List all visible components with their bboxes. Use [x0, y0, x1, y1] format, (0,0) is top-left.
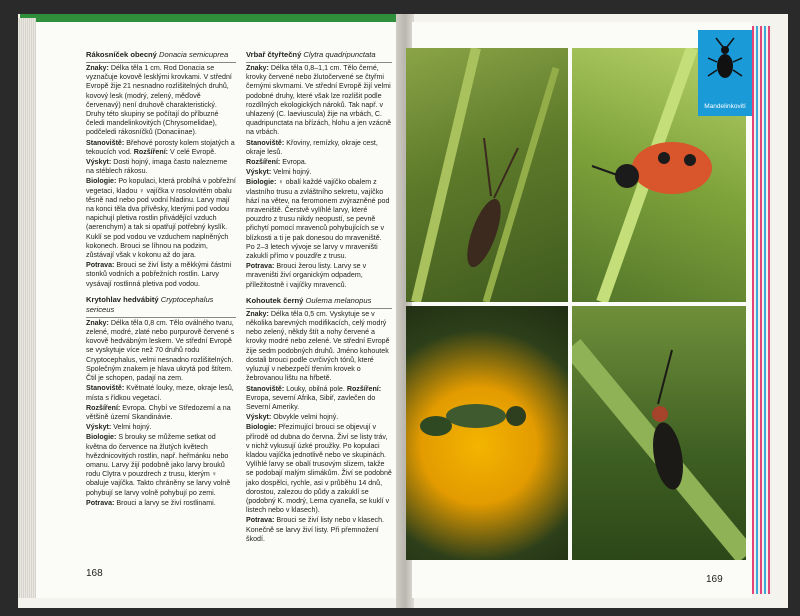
entry-title [86, 295, 236, 318]
entry-title [246, 50, 392, 63]
paragraph-text: Přezimující brouci se objevují v přírodě od dubna do června. Živí se listy tráv, v nichž vykusují úzké proužky. Po kopulaci kladou vajíčka jednotlivě nebo ve skupinách. Vylíhlé larvy se obalí trusovým slizem, takže se podobají malým slimákům. Živí se podobně jako dospělci, rychle, asi v průběhu 14 dnů, dorostou, zalezou do půdy a zakuklí se (podobný K. modrý, Lema cyanella, se kuklí v listech nebo v klasech). [246, 423, 392, 515]
paragraph-label: Výskyt: [246, 413, 272, 422]
paragraph-label: Biologie: [86, 177, 117, 186]
color-index-tabs [752, 26, 772, 594]
photo-green-beetles-flower [406, 306, 568, 560]
paragraph-label: Stanoviště: [86, 384, 125, 393]
paragraph-text: Obvykle velmi hojný. [271, 413, 339, 422]
paragraph [246, 516, 392, 544]
paragraph [246, 310, 392, 384]
species-name: Vrbař čtyřtečný [246, 50, 302, 59]
paragraph [86, 177, 236, 260]
paragraph [86, 499, 236, 508]
paragraph-text: V celé Evropě. [168, 147, 217, 156]
paragraph-text: Délka těla 0,5 cm. Vyskytuje se v několika barevných modifikacích, celý modrý nebo zelený, někdy štít a nohy červené a krovky modré nebo zelené. Ve střední Evropě žije sedm podobných druhů. Jméno kohoutek dostali brouci podle cvrčivých tónů, které vyluzují v nebezpečí třením krovek o žebrovanou lištu na hřbetě. [246, 309, 390, 383]
paragraph-label: Výskyt: [246, 168, 272, 177]
paragraph-text: Evropa. [280, 158, 307, 167]
paragraph-label: Potrava: [246, 516, 275, 525]
paragraph-text: Křoviny, remízky, okraje cest, okraje lesů. [246, 138, 378, 156]
paragraph-text: Evropa, severní Afrika, Sibiř, zavlečen do Severní Ameriky. [246, 393, 376, 411]
beetle-icon [698, 30, 752, 90]
beetle-illustration [406, 48, 568, 302]
latin-name: Clytra quadripunctata [303, 50, 376, 59]
chapter-tab [698, 30, 752, 116]
paragraph-label: Rozšíření: [86, 403, 121, 412]
paragraph-text: ♀ obalí každé vajíčko obalem z vlastního trusu a zvláštního sekretu, vajíčko hází na větev, na feromonem zvýrazněné pod mraveniště. Čerstvě vylíhlé larvy, které pouzdro z trusu nikdy neopustí, se pevně přichytí pomocí mravenců pohybujících se v blízkosti a ti je pak donesou do mraveniště. Po 2–3 letech vývoje se larvy v mraveništi zakuklí přímo v pouzdře z trusu. [246, 178, 390, 261]
paragraph-label: Znaky: [86, 64, 109, 72]
paragraph-text: Břehové porosty kolem stojatých a tekoucích vod. [86, 138, 235, 156]
paragraph [86, 433, 236, 497]
paragraph [86, 261, 236, 289]
species-name: Krytohlav hedvábitý [86, 294, 159, 304]
paragraph [86, 384, 236, 402]
paragraph-label: Stanoviště: [246, 138, 285, 147]
paragraph-label: Rozšíření: [133, 147, 169, 156]
paragraph-text: Délka těla 1 cm. Rod Donacia se vyznačuje kovově lesklými krovkami. V střední Evropě žije 21 nesnadno rozlišitelných druhů, kovový lesk (modrý, zelený, měďově červenavý) není druhově charakteristický. Druhy této skupiny se počítají do příbuzné čeledi mandelinkovitých (Chrysomelidae), podčeledi rákosníčků (Donaciinae). [86, 64, 232, 137]
species-name: Kohoutek černý [246, 295, 304, 305]
paragraph-label: Stanoviště: [246, 384, 285, 393]
latin-name: Donacia semicuprea [159, 50, 229, 59]
paragraph [86, 139, 236, 157]
paragraph-label: Biologie: [246, 178, 277, 187]
paragraph [246, 178, 392, 261]
column-right [246, 50, 392, 545]
paragraph-text: Velmi hojný. [111, 423, 152, 432]
paragraph [246, 64, 392, 138]
paragraph [246, 139, 392, 157]
paragraph-text: Délka těla 0,8 cm. Tělo oválného tvaru, zelené, modré, zlaté nebo purpurově červené s kovově hedvábným leskem. Ve střední Evropě se vyskytuje více než 70 druhů rodu Cryptocephalus, velmi nesnadno rozlišitelných. Společným znakem je hlava ukrytá pod štítem. Čtil je schopen, padají na zem. [86, 318, 235, 383]
entry-oulema [246, 296, 392, 544]
entry-donacia [86, 50, 236, 289]
paragraph-label: Výskyt: [86, 423, 112, 432]
paragraph-text: Dosti hojný, imaga často nalezneme na stéblech rákosu. [86, 158, 228, 176]
paragraph-text: Louky, obilná pole. [284, 384, 345, 393]
paragraph-label: Znaky: [246, 309, 269, 318]
column-left [86, 50, 236, 509]
latin-name: Cryptocephalus sericeus [86, 294, 214, 314]
paragraph-text: S brouky se můžeme setkat od května do července na žlutých květech hvězdnicovitých rostlin, např. heřmánku nebo omanu. Larvy žijí podobně jako larvy brouků rodu Clytra v pouzdrech z trusu, kterým ♀ obaluje vajíčka. Takto chráněny se larvy volně pohybují se larvy volně pohybují po zemi. [86, 433, 231, 497]
paragraph-label: Znaky: [86, 318, 109, 327]
paragraph-label: Potrava: [86, 261, 115, 270]
paragraph [246, 168, 392, 177]
paragraph-text: Evropa. Chybí ve Středozemí a na většině území Skandinávie. [86, 403, 231, 421]
photo-black-red-beetle [572, 306, 746, 560]
paragraph-label: Potrava: [246, 262, 275, 271]
paragraph [246, 158, 392, 167]
paragraph-label: Biologie: [246, 423, 277, 432]
paragraph-label: Rozšíření: [346, 384, 382, 393]
paragraph-text: Květnaté louky, meze, okraje lesů, místa s řídkou vegetací. [86, 384, 234, 402]
photo-longhorn-beetle [406, 48, 568, 302]
paragraph [86, 423, 236, 432]
paragraph-text: Brouci a larvy se živí rostlinami. [114, 498, 216, 507]
paragraph [246, 262, 392, 290]
paragraph-label: Rozšíření: [246, 158, 281, 167]
paragraph-text: Po kopulaci, která probíhá v pobřežní vegetaci, kladou ♀ vajíčka v rosolovitém obalu těsně nad nebo pod vodní hladinu. Larvy mají na konci těla dva přívěsky, kterými pod vodou napichují pletiva rostlin přivádějící vzduch (aerenchym) a tak si opatřují potřebný kyslík. Kuklí se pod vodou ve vzduchem naplněných kokonech. Brouci se líhnou na podzim, zůstávají však v kokonu až do jara. [86, 177, 236, 260]
paragraph [246, 385, 392, 413]
paragraph-label: Biologie: [86, 433, 117, 442]
entry-clytra [246, 50, 392, 290]
species-name: Rákosníček obecný [86, 50, 157, 59]
paragraph-label: Stanoviště: [86, 138, 125, 147]
paragraph [86, 158, 236, 176]
paragraph [246, 423, 392, 515]
latin-name: Oulema melanopus [305, 295, 372, 305]
paragraph-label: Potrava: [86, 498, 115, 507]
chapter-tab-label: Mandelinkovití [704, 103, 746, 110]
paragraph-text: Brouci žerou listy. Larvy se v mraveništi živí organickým odpadem, příležitostně i vajíčky mravenců. [246, 262, 367, 289]
paragraph-text: Velmi hojný. [271, 168, 312, 177]
paragraph-text: Brouci se živí listy nebo v klasech. Konečně se larvy živí listy. Při přemnožení škodí. [246, 516, 384, 543]
beetle-illustration [572, 306, 746, 560]
page-edges [18, 18, 36, 598]
entry-cryptocephalus [86, 295, 236, 508]
paragraph-label: Znaky: [246, 64, 269, 72]
paragraph [86, 319, 236, 383]
entry-title [86, 50, 236, 63]
entry-title [246, 296, 392, 309]
paragraph-text: Délka těla 0,8–1,1 cm. Tělo černé, krovky červené nebo žlutočervené se čtyřmi černými skvrnami. Ve střední Evropě žijí velmi podobné druhy, které však lze rozlišit podle rozdílných ekologických nároků. Tak např. v uhlazený (C. laeviuscula) žije na vrbách, C. quadripunctata na břízách, hlohu a jen vzácně na vrbách. [246, 64, 392, 137]
paragraph [86, 404, 236, 422]
page-number-right: 169 [706, 574, 723, 585]
paragraph [86, 64, 236, 138]
paragraph-text: Brouci se živí listy a měkkými částmi stonků vodních a pobřežních rostlin. Larvy vysávají rostlinná pletiva pod vodou. [86, 261, 232, 288]
paragraph-label: Výskyt: [86, 158, 112, 167]
page-number-left: 168 [86, 568, 103, 579]
paragraph [246, 413, 392, 422]
beetle-illustration [406, 306, 568, 560]
